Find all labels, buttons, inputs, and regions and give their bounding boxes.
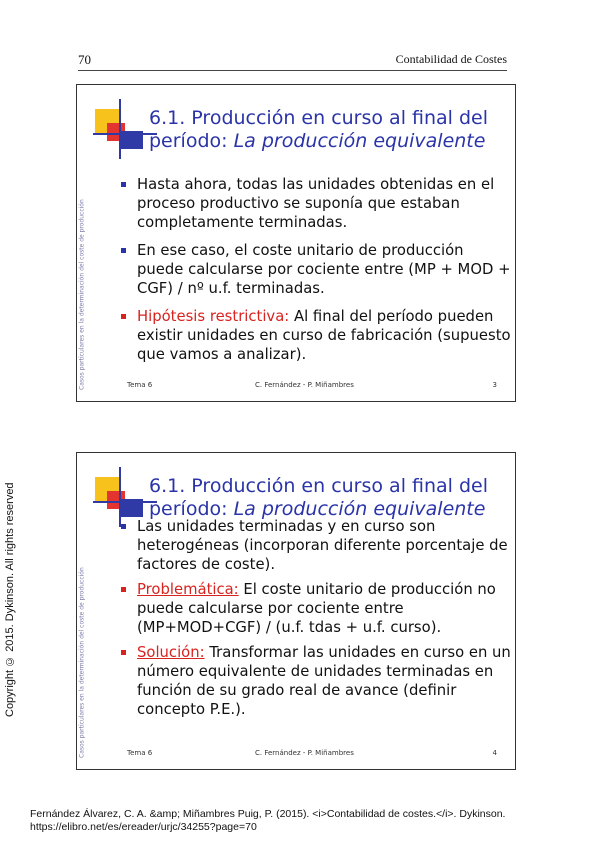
slide-decoration bbox=[93, 99, 145, 151]
bullet-item: Solución: Transformar las unidades en curso en un número equivalente de unidades terminadas en función de su grado real de avance (definir concepto P.E.). bbox=[121, 643, 511, 719]
slide-footer-number: 4 bbox=[492, 749, 497, 757]
bullet-item: Hasta ahora, todas las unidades obtenidas en el proceso productivo se suponía que estaban completamente terminadas. bbox=[121, 175, 511, 232]
slide-footer-topic: Tema 6 bbox=[127, 749, 153, 757]
slide-side-text: Casos particulares en la determinación del coste de producción bbox=[78, 199, 86, 390]
slide-footer-authors: C. Fernández - P. Miñambres bbox=[255, 749, 354, 757]
copyright-notice: Copyright © 2015. Dykinson. All rights reserved bbox=[4, 482, 16, 718]
citation bbox=[30, 808, 590, 834]
slide-4 bbox=[76, 452, 516, 770]
bullet-item: Hipótesis restrictiva: Al final del período pueden existir unidades en curso de fabricación (supuesto que vamos a analizar). bbox=[121, 307, 511, 364]
slide-footer-authors: C. Fernández - P. Miñambres bbox=[255, 381, 354, 389]
slide-title: 6.1. Producción en curso al final del período: La producción equivalente bbox=[149, 475, 489, 520]
slide-footer-topic: Tema 6 bbox=[127, 381, 153, 389]
slide-side-text: Casos particulares en la determinación del coste de producción bbox=[78, 567, 86, 758]
page-number: 70 bbox=[78, 52, 91, 67]
bullet-lead-term: Problemática: bbox=[137, 581, 239, 598]
bullet-lead-term: Solución: bbox=[137, 644, 205, 661]
slide-footer-number: 3 bbox=[492, 381, 497, 389]
header-rule bbox=[78, 70, 507, 71]
citation-url[interactable]: https://elibro.net/es/ereader/urjc/34255?page=70 bbox=[30, 821, 257, 833]
slide-footer bbox=[77, 749, 515, 761]
bullet-item: Las unidades terminadas y en curso son heterogéneas (incorporan diferente porcentaje de factores de coste). bbox=[121, 517, 511, 574]
bullet-list bbox=[121, 517, 511, 725]
bullet-list bbox=[121, 175, 511, 373]
slide-title: 6.1. Producción en curso al final del período: La producción equivalente bbox=[149, 107, 489, 152]
citation-reference: Fernández Álvarez, C. A. &amp; Miñambres Puig, P. (2015). <i>Contabilidad de costes.</i>. Dykinson. bbox=[30, 808, 506, 820]
bullet-lead-term: Hipótesis restrictiva: bbox=[137, 308, 290, 325]
bullet-item: En ese caso, el coste unitario de producción puede calcularse por cociente entre (MP + MOD + CGF) / nº u.f. terminadas. bbox=[121, 241, 511, 298]
slide-3 bbox=[76, 84, 516, 402]
bullet-item: Problemática: El coste unitario de producción no puede calcularse por cociente entre (MP+MOD+CGF) / (u.f. tdas + u.f. curso). bbox=[121, 580, 511, 637]
slide-decoration bbox=[93, 467, 145, 519]
running-head: Contabilidad de Costes bbox=[395, 52, 507, 66]
slide-footer bbox=[77, 381, 515, 393]
